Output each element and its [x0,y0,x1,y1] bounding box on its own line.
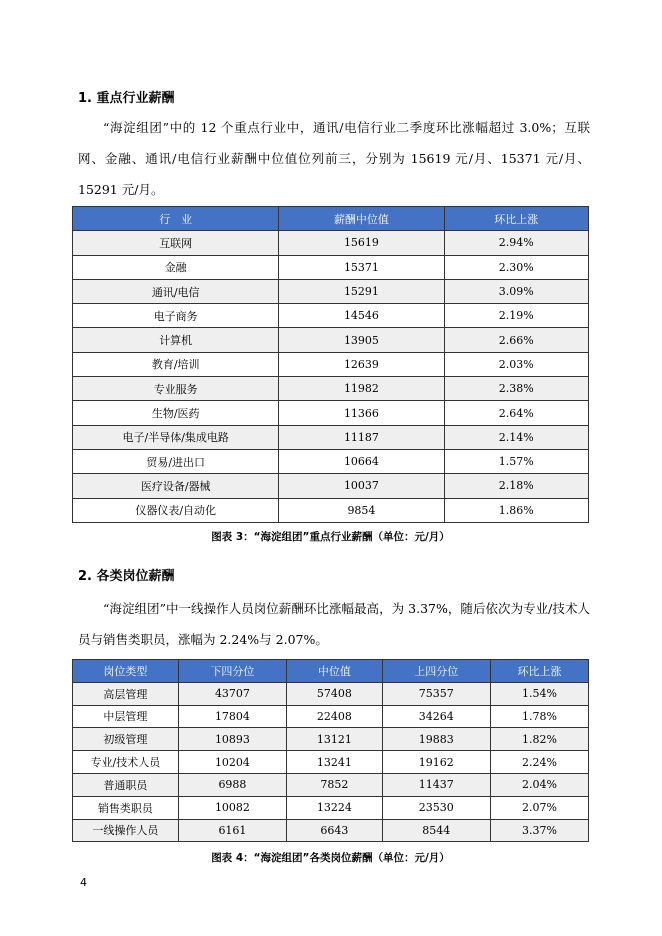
table-row [73,751,589,774]
table-row [73,279,589,303]
position-salary-table [72,659,589,842]
industry-salary-table [72,206,589,523]
table-cell: 销售类职员 [73,796,179,819]
table-row [73,377,589,401]
section-paragraph: “海淀组团”中的 12 个重点行业中，通讯/电信行业二季度环比涨幅超过 3.0%；互联网、金融、通讯/电信行业薪酬中位值位列前三，分别为 15619 元/月、15371 元/月、15291 元/月。 [78,120,590,197]
table-row [73,401,589,425]
table-cell: 19162 [382,751,490,774]
table-cell: 7852 [287,773,382,796]
table-cell: 15619 [279,231,444,255]
table-cell: 11437 [382,773,490,796]
table-caption: 图表 3：“海淀组团”重点行业薪酬（单位：元/月） [211,531,450,543]
table-cell: 10893 [178,728,286,751]
table-cell: 12639 [279,352,444,376]
table-cell: 互联网 [73,231,279,255]
table-cell: 11366 [279,401,444,425]
table-cell: 2.19% [444,304,589,328]
table-cell: 13224 [287,796,382,819]
table-row [73,728,589,751]
table-cell: 13241 [287,751,382,774]
table-cell: 22408 [287,705,382,728]
table-cell: 43707 [178,682,286,705]
table-row [73,796,589,819]
table-cell: 9854 [279,498,444,522]
table-row [73,474,589,498]
table-cell: 2.38% [444,377,589,401]
table-row [73,819,589,842]
column-header: 薪酬中位值 [279,207,444,231]
table-cell: 1.86% [444,498,589,522]
table-cell: 10082 [178,796,286,819]
table-cell: 专业/技术人员 [73,751,179,774]
table-row [73,304,589,328]
table-row [73,449,589,473]
table-cell: 高层管理 [73,682,179,705]
table-cell: 2.07% [490,796,588,819]
table-cell: 6161 [178,819,286,842]
table-cell: 11187 [279,425,444,449]
table-cell: 一线操作人员 [73,819,179,842]
column-header: 上四分位 [382,660,490,683]
table-cell: 2.64% [444,401,589,425]
table-cell: 2.66% [444,328,589,352]
table-cell: 19883 [382,728,490,751]
table-cell: 15291 [279,279,444,303]
table-row [73,682,589,705]
table-cell: 6643 [287,819,382,842]
table-cell: 10037 [279,474,444,498]
table-cell: 1.82% [490,728,588,751]
table-row [73,328,589,352]
table-cell: 75357 [382,682,490,705]
table-header-row [73,207,589,231]
table-cell: 贸易/进出口 [73,449,279,473]
table-cell: 初级管理 [73,728,179,751]
table-cell: 23530 [382,796,490,819]
column-header: 环比上涨 [444,207,589,231]
table-cell: 8544 [382,819,490,842]
table-cell: 1.57% [444,449,589,473]
table-cell: 1.78% [490,705,588,728]
table-cell: 34264 [382,705,490,728]
table-header-row [73,660,589,683]
table-row [73,705,589,728]
column-header: 环比上涨 [490,660,588,683]
table-cell: 中层管理 [73,705,179,728]
table-cell: 2.03% [444,352,589,376]
table-row [73,352,589,376]
column-header: 行 业 [73,207,279,231]
table-row [73,498,589,522]
table-cell: 13905 [279,328,444,352]
table-cell: 仪器仪表/自动化 [73,498,279,522]
table-cell: 11982 [279,377,444,401]
table-cell: 金融 [73,255,279,279]
table-cell: 10664 [279,449,444,473]
table-cell: 2.04% [490,773,588,796]
table-cell: 2.30% [444,255,589,279]
table-cell: 10204 [178,751,286,774]
section-heading: 2. 各类岗位薪酬 [78,569,175,584]
table-cell: 通讯/电信 [73,279,279,303]
table-cell: 57408 [287,682,382,705]
table-cell: 2.94% [444,231,589,255]
table-cell: 计算机 [73,328,279,352]
table-cell: 医疗设备/器械 [73,474,279,498]
column-header: 岗位类型 [73,660,179,683]
table-cell: 教育/培训 [73,352,279,376]
table-cell: 专业服务 [73,377,279,401]
table-cell: 电子/半导体/集成电路 [73,425,279,449]
table-cell: 13121 [287,728,382,751]
table-row [73,425,589,449]
table-cell: 14546 [279,304,444,328]
table-cell: 2.14% [444,425,589,449]
table-cell: 普通职员 [73,773,179,796]
page-number: 4 [80,876,87,889]
table-cell: 3.37% [490,819,588,842]
table-cell: 生物/医药 [73,401,279,425]
column-header: 下四分位 [178,660,286,683]
table-cell: 1.54% [490,682,588,705]
table-caption: 图表 4：“海淀组团”各类岗位薪酬（单位：元/月） [211,852,450,864]
table-row [73,255,589,279]
table-cell: 17804 [178,705,286,728]
table-row [73,773,589,796]
table-cell: 15371 [279,255,444,279]
column-header: 中位值 [287,660,382,683]
table-cell: 3.09% [444,279,589,303]
table-cell: 6988 [178,773,286,796]
section-paragraph: “海淀组团”中一线操作人员岗位薪酬环比涨幅最高，为 3.37%，随后依次为专业/技术人员与销售类职员，涨幅为 2.24%与 2.07%。 [78,601,590,647]
table-cell: 2.24% [490,751,588,774]
section-heading: 1. 重点行业薪酬 [78,91,175,106]
table-cell: 2.18% [444,474,589,498]
table-cell: 电子商务 [73,304,279,328]
table-row [73,231,589,255]
